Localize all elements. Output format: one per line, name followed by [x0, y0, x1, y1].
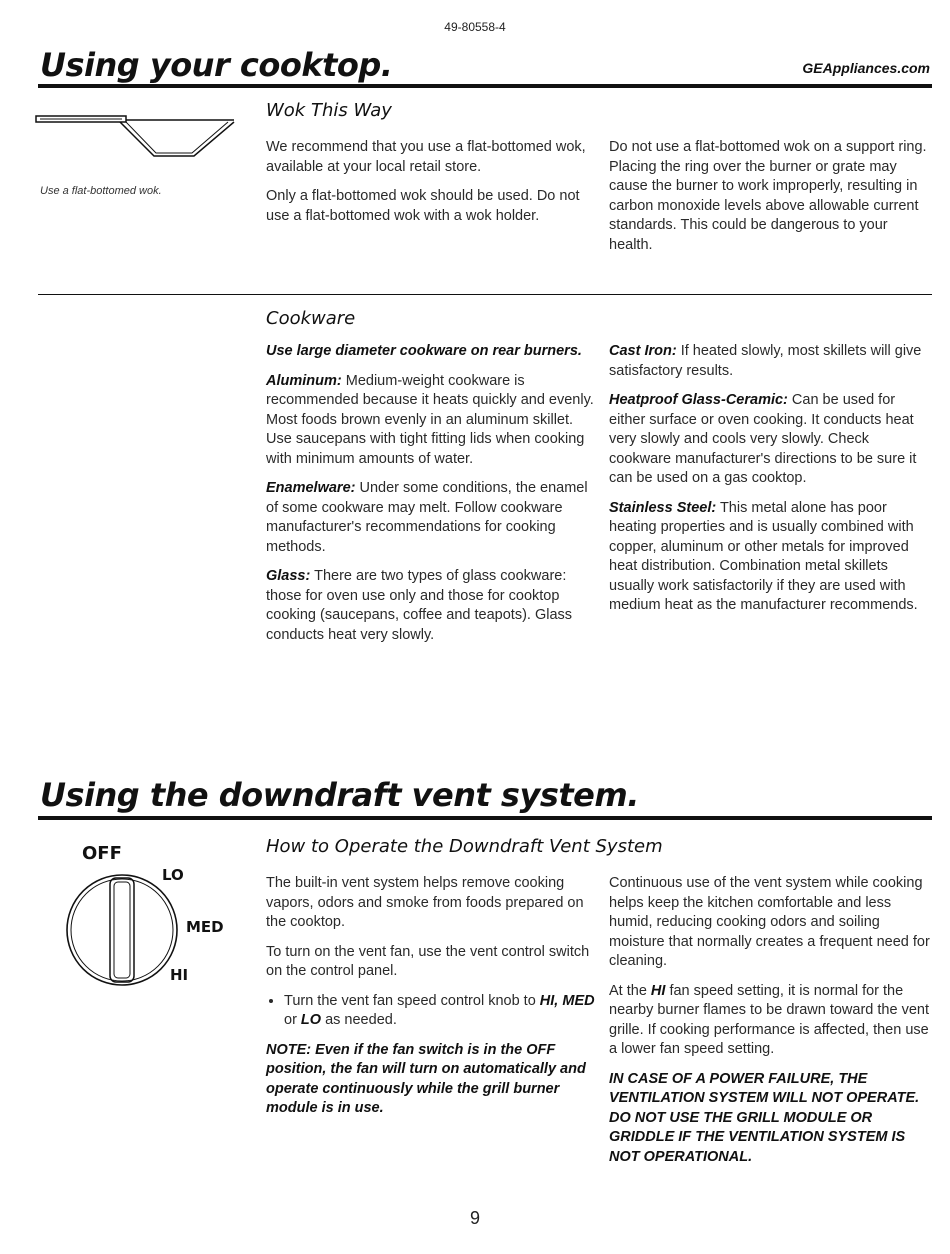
downdraft-heading: How to Operate the Downdraft Vent System [266, 836, 663, 857]
wok-column-2 [609, 138, 931, 265]
vent-switch-paragraph: To turn on the vent fan, use the vent control switch on the control panel. [266, 943, 590, 979]
downdraft-column-1 [266, 874, 596, 1129]
title-rule [38, 84, 932, 88]
enamelware-paragraph [266, 479, 596, 557]
website-link[interactable]: GEAppliances.com [802, 60, 930, 76]
bullet-separator: , [554, 992, 563, 1009]
cookware-heading: Cookware [266, 308, 356, 329]
knob-off-label: OFF [82, 843, 122, 864]
downdraft-title: Using the downdraft vent system. [40, 776, 639, 814]
wok-column-1 [266, 138, 596, 236]
hi-setting-text: At the [609, 982, 651, 999]
bullet-med: MED [562, 992, 595, 1009]
page-title: Using your cooktop. [40, 46, 393, 84]
glass-ceramic-label: Heatproof Glass-Ceramic: [609, 392, 788, 408]
stainless-steel-label: Stainless Steel: [609, 499, 717, 516]
bullet-separator: or [284, 1012, 301, 1028]
cookware-column-1 [266, 342, 596, 655]
hi-setting-paragraph [609, 982, 931, 1060]
cast-iron-label: Cast Iron: [609, 343, 677, 359]
stainless-steel-text: This metal alone has poor heating properties and is usually combined with copper, aluminum or other metals for improved heat distribution. Combination metal skillets usually work satisfactorily if they are used with medium heat as the manufacturer recommends. [609, 499, 918, 613]
section-divider [38, 294, 932, 295]
cast-iron-text: If heated slowly, most skillets will give satisfactory results. [609, 343, 922, 379]
glass-label: Glass: [266, 568, 311, 584]
wok-illustration [34, 108, 244, 178]
list-item [284, 992, 596, 1031]
stainless-steel-paragraph [609, 499, 931, 616]
power-failure-warning: IN CASE OF A POWER FAILURE, THE VENTILATION SYSTEM WILL NOT OPERATE. DO NOT USE THE GRILL MODULE OR GRIDDLE IF THE VENTILATION SYSTEM IS NOT OPERATIONAL. [609, 1070, 920, 1165]
vent-instructions-list [266, 992, 596, 1031]
enamelware-text: Under some conditions, the enamel of some cookware may melt. Follow cookware manufacturer's recommendations for cooking methods. [266, 480, 588, 555]
downdraft-column-2 [609, 874, 931, 1177]
bullet-lo: LO [300, 1012, 322, 1028]
glass-ceramic-text: Can be used for either surface or oven cooking. It conducts heat very slowly and cools very slowly. Check cookware manufacturer's directions to be sure it can be used on a gas cooktop. [609, 392, 917, 486]
knob-hi-label: HI [170, 966, 189, 984]
aluminum-paragraph [266, 372, 596, 470]
bullet-hi: HI [539, 992, 555, 1009]
continuous-use-paragraph: Continuous use of the vent system while cooking helps keep the kitchen comfortable and less humid, reducing cooking odors and soiling moisture that normally creates a frequent need for cleaning. [609, 875, 930, 969]
wok-paragraph: We recommend that you use a flat-bottomed wok, available at your local retail store. [266, 139, 586, 175]
glass-text: There are two types of glass cookware: those for oven use only and those for cooktop cooking (saucepans, coffee and teapots). Glass conducts heat very slowly. [266, 568, 573, 643]
aluminum-label: Aluminum: [266, 372, 342, 389]
cookware-column-2 [609, 342, 931, 626]
cookware-lead: Use large diameter cookware on rear burners. [266, 343, 582, 359]
page-number: 9 [469, 1208, 480, 1228]
hi-setting-label: HI [650, 982, 666, 999]
wok-heading: Wok This Way [266, 100, 392, 121]
glass-paragraph [266, 567, 596, 645]
aluminum-text: Medium-weight cookware is recommended because it heats quickly and evenly. Most foods brown evenly in an aluminum skillet. Use saucepans with tight fitting lids when cooking with minimum amounts of water. [266, 372, 594, 467]
fan-knob-diagram [58, 870, 189, 988]
vent-intro-paragraph: The built-in vent system helps remove cooking vapors, odors and smoke from foods prepared on the cooktop. [266, 875, 584, 930]
wok-warning-paragraph: Do not use a flat-bottomed wok on a support ring. Placing the ring over the burner or grate may cause the burner to work improperly, resulting in carbon monoxide levels above allowable current standards. This could be dangerous to your health. [609, 139, 927, 253]
cast-iron-paragraph [609, 342, 931, 381]
downdraft-rule [38, 816, 932, 820]
wok-caption: Use a flat-bottomed wok. [40, 185, 162, 197]
knob-med-label: MED [186, 918, 224, 936]
knob-lo-label: LO [162, 866, 184, 884]
hi-setting-text: fan speed setting, it is normal for the nearby burner flames to be drawn toward the vent grille. If cooking performance is affected, then use a lower fan speed setting. [609, 982, 929, 1057]
fan-note: NOTE: Even if the fan switch is in the OFF position, the fan will turn on automatically and operate continuously while the grill burner module is in use. [266, 1041, 586, 1116]
document-number: 49-80558-4 [444, 20, 506, 34]
bullet-text: Turn the vent fan speed control knob to [284, 992, 540, 1009]
wok-paragraph: Only a flat-bottomed wok should be used. Do not use a flat-bottomed wok with a wok holder. [266, 188, 580, 224]
enamelware-label: Enamelware: [266, 480, 356, 496]
glass-ceramic-paragraph [609, 391, 931, 489]
bullet-text: as needed. [321, 1012, 397, 1028]
